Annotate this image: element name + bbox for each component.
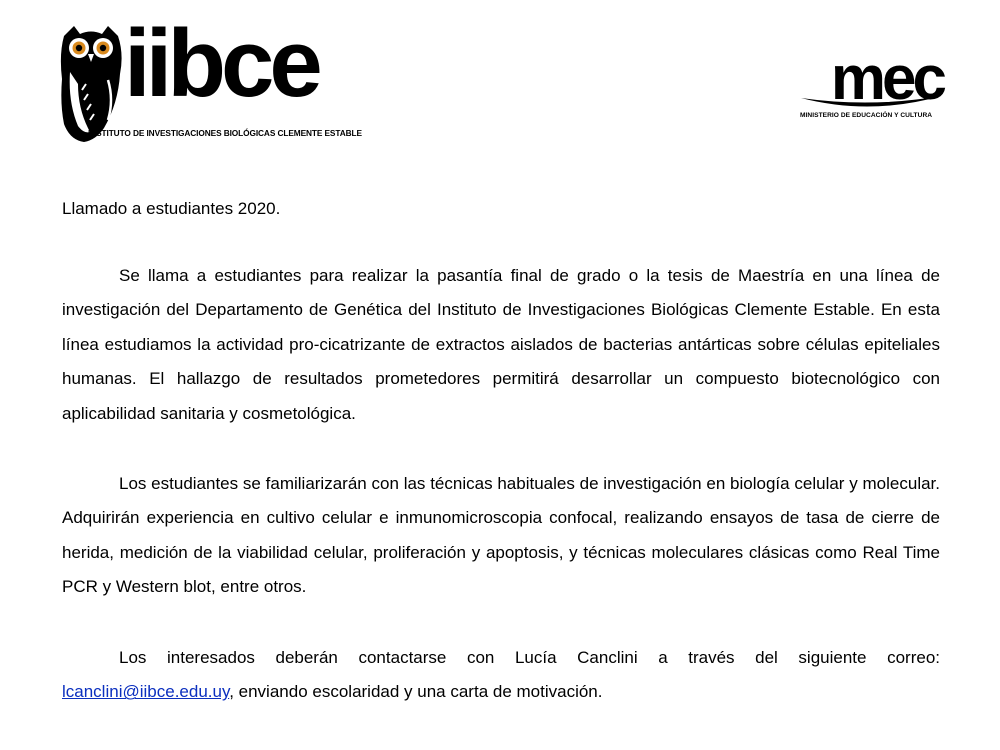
paragraph-techniques: Los estudiantes se familiarizarán con las técnicas habituales de investigación en biología celular y molecular. Adquirirán experiencia en cultivo celular e inmunomicroscopia confocal, realizando ensayos de tasa de cierre de herida, medición de la viabilidad celular, proliferación y apoptosis, y técnicas moleculares clásicas como Real Time PCR y Western blot, entre otros.: [62, 474, 940, 597]
document-title: Llamado a estudiantes 2020.: [62, 199, 281, 218]
email-link[interactable]: lcanclini@iibce.edu.uy: [62, 682, 230, 702]
paragraph-contact: [62, 641, 940, 710]
iibce-wordmark: iibce: [124, 10, 318, 117]
swoosh-icon: [799, 94, 943, 112]
owl-icon: [58, 24, 124, 144]
mec-logo: [797, 44, 947, 124]
iibce-subtitle: INSTITUTO DE INVESTIGACIONES BIOLÓGICAS CLEMENTE ESTABLE: [88, 128, 362, 138]
contact-intro-text: Los interesados deberán contactarse con Lucía Canclini a través del siguiente correo:: [119, 648, 940, 667]
mec-wordmark: mec: [830, 44, 943, 113]
iibce-logo: [58, 10, 362, 150]
paragraph-intro: Se llama a estudiantes para realizar la pasantía final de grado o la tesis de Maestría en una línea de investigación del Departamento de Genética del Instituto de Investigaciones Biológicas Clemente Estable. En esta línea estudiamos la actividad pro-cicatrizante de extractos aislados de bacterias antárticas sobre células epiteliales humanas. El hallazgo de resultados prometedores permitirá desarrollar un compuesto biotecnológico con aplicabilidad sanitaria y cosmetológica.: [62, 266, 940, 423]
contact-outro-text: , enviando escolaridad y una carta de motivación.: [229, 682, 603, 702]
mec-subtitle: MINISTERIO DE EDUCACIÓN Y CULTURA: [800, 112, 933, 119]
